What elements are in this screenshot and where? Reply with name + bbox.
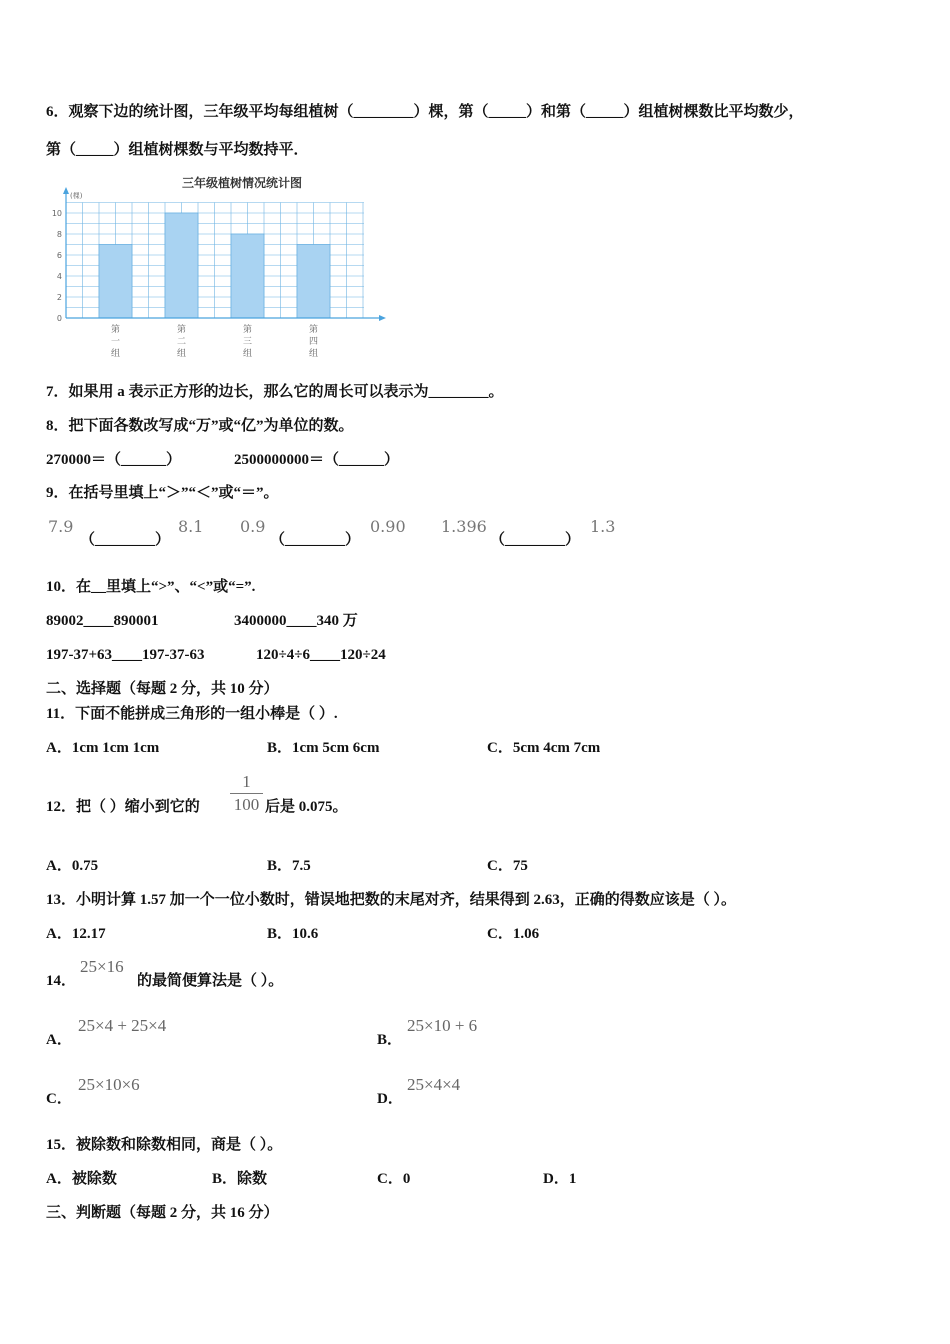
chart-y-tick-label: 4	[56, 272, 62, 281]
q12-option-c: C．75	[487, 858, 528, 874]
q15-option-a: A．被除数	[46, 1171, 117, 1187]
chart-y-tick-label: 6	[56, 251, 62, 260]
q15-stem: 15．被除数和除数相同，商是（ ）。	[46, 1137, 283, 1153]
q8-item-a: 270000＝（______）	[46, 452, 182, 468]
q6-line2: 第（_____）组植树棵数与平均数持平．	[46, 142, 309, 158]
q9-p1-blank: （________）	[80, 532, 171, 548]
q9-p2-left: 0.9	[240, 517, 266, 536]
q11-option-b: B．1cm 5cm 6cm	[267, 740, 380, 756]
q10-stem: 10．在__里填上“>”、“<”或“=”.	[46, 579, 256, 595]
q14-option-d-expr: 25×4×4	[407, 1075, 461, 1094]
chart-x-label-char: 第	[110, 325, 121, 335]
q9-stem: 9．在括号里填上“＞”“＜”或“＝”。	[46, 485, 279, 501]
q10-item-b: 3400000____340 万	[234, 613, 358, 629]
q14-prefix: 14．	[46, 973, 77, 989]
chart-x-label-char: 一	[110, 337, 121, 347]
q6-line1: 6．观察下边的统计图，三年级平均每组植树（________）棵，第（_____）和第（_____）组植树棵数比平均数少，	[46, 104, 804, 120]
chart-x-labels	[111, 323, 318, 359]
q14-option-a-label: A．	[46, 1032, 72, 1048]
q12-prefix: 12．把（ ）缩小到它的	[46, 799, 200, 815]
q12-fraction-bar	[230, 793, 263, 794]
q8-stem: 8．把下面各数改写成“万”或“亿”为单位的数。	[46, 418, 354, 434]
chart-bar	[297, 245, 330, 319]
q9-p3-blank: （________）	[490, 532, 581, 548]
q12-fraction-numerator: 1	[242, 772, 251, 791]
q12-option-b: B．7.5	[267, 858, 311, 874]
q14-option-a-expr: 25×4 + 25×4	[78, 1016, 167, 1035]
chart-x-label-char: 第	[308, 325, 319, 335]
tree-planting-bar-chart	[46, 170, 396, 365]
chart-x-label-char: 组	[308, 349, 319, 359]
q15-option-c: C．0	[377, 1171, 411, 1187]
chart-bar	[99, 245, 132, 319]
q10-item-a: 89002____890001	[46, 613, 159, 629]
chart-x-label-char: 组	[176, 349, 187, 359]
chart-x-label-char: 四	[308, 337, 319, 347]
chart-y-tick-label: 2	[56, 293, 62, 302]
q13-option-c: C．1.06	[487, 926, 540, 942]
q9-p2-blank: （________）	[270, 532, 361, 548]
chart-y-axis-arrow	[63, 187, 69, 194]
q12-fraction-denominator: 100	[233, 795, 260, 814]
q9-p1-right: 8.1	[178, 517, 204, 536]
section-3-heading: 三、判断题（每题 2 分，共 16 分）	[46, 1205, 279, 1221]
chart-y-tick-label: 8	[56, 230, 62, 239]
q11-option-a: A．1cm 1cm 1cm	[46, 740, 160, 756]
chart-x-label-char: 第	[176, 325, 187, 335]
chart-y-tick-label: 10	[51, 209, 62, 218]
q12-option-a: A．0.75	[46, 858, 99, 874]
q14-option-b-expr: 25×10 + 6	[407, 1016, 478, 1035]
q7-text: 7．如果用 a 表示正方形的边长，那么它的周长可以表示为________。	[46, 384, 504, 400]
q8-item-b: 2500000000＝（______）	[234, 452, 400, 468]
q14-option-d-label: D．	[377, 1091, 403, 1107]
q14-option-c-expr: 25×10×6	[78, 1075, 140, 1094]
q12-suffix: 后是 0.075。	[265, 799, 348, 815]
chart-x-label-char: 三	[242, 337, 253, 347]
q13-option-a: A．12.17	[46, 926, 106, 942]
q11-stem: 11．下面不能拼成三角形的一组小棒是（ ）.	[46, 706, 338, 722]
chart-bar	[165, 213, 198, 318]
q9-p3-left: 1.396	[441, 517, 487, 536]
chart-x-label-char: 组	[242, 349, 253, 359]
q14-expression: 25×16	[80, 957, 124, 976]
section-2-heading: 二、选择题（每题 2 分，共 10 分）	[46, 681, 279, 697]
chart-title: 三年级植树情况统计图	[181, 176, 303, 190]
q12-fraction	[230, 772, 263, 815]
q9-p3-right: 1.3	[590, 517, 616, 536]
q9-p1-left: 7.9	[48, 517, 74, 536]
q13-option-b: B．10.6	[267, 926, 319, 942]
q14-option-c-label: C．	[46, 1091, 72, 1107]
q15-option-d: D．1	[543, 1171, 577, 1187]
q11-option-c: C．5cm 4cm 7cm	[487, 740, 601, 756]
q14-suffix: 的最简便算法是（ ）。	[137, 973, 284, 989]
chart-y-unit: (棵)	[70, 192, 83, 200]
chart-bar	[231, 234, 264, 318]
chart-x-label-char: 二	[176, 337, 187, 347]
chart-y-ticks	[52, 209, 62, 323]
q14-option-b-label: B．	[377, 1032, 403, 1048]
chart-y-tick-label: 0	[56, 314, 62, 323]
chart-x-label-char: 第	[242, 325, 253, 335]
q13-stem: 13．小明计算 1.57 加一个一位小数时，错误地把数的末尾对齐，结果得到 2.63，正确的得数应该是（ ）。	[46, 892, 737, 908]
q10-item-d: 120÷4÷6____120÷24	[256, 647, 386, 663]
q10-item-c: 197-37+63____197-37-63	[46, 647, 205, 663]
chart-x-label-char: 组	[110, 349, 121, 359]
q15-option-b: B．除数	[212, 1171, 268, 1187]
q9-p2-right: 0.90	[370, 517, 406, 536]
chart-x-axis-arrow	[379, 315, 386, 321]
